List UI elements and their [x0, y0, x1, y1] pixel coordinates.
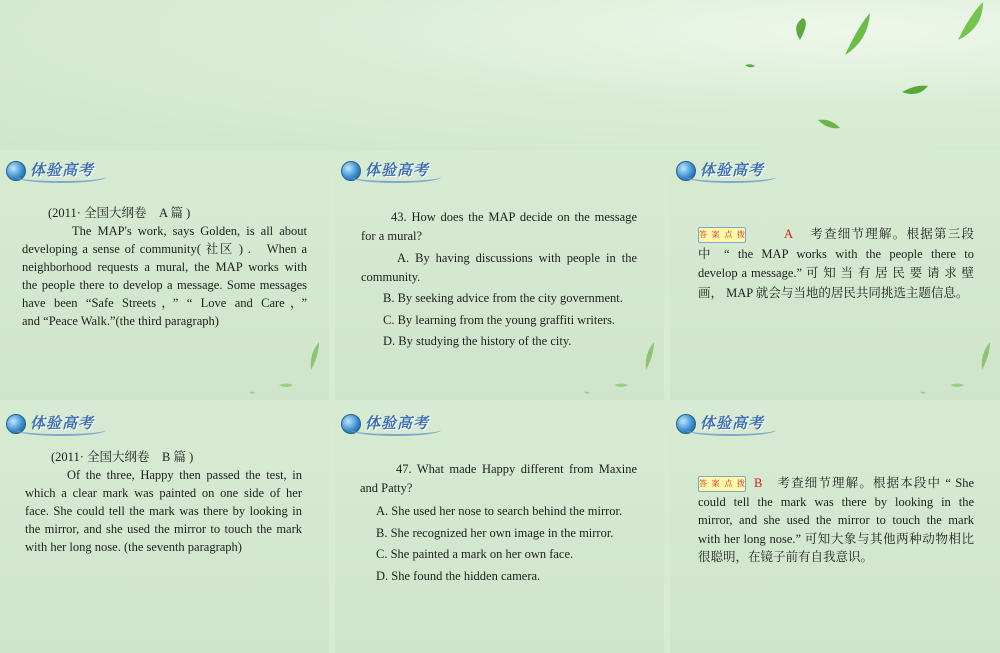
- option-a-line: A. By having discussions with people in the: [397, 251, 637, 265]
- option-b: B. By seeking advice from the city government.: [383, 291, 623, 305]
- leaf-decoration: [890, 330, 1000, 400]
- passage-line: neighborhood requests a mural, the MAP works with: [22, 260, 307, 274]
- exam-logo: [6, 412, 116, 436]
- answer-letter: A: [784, 227, 794, 241]
- passage-source: (2011· 全国大纲卷 B 篇 ): [51, 450, 194, 464]
- question-47-panel: [335, 406, 664, 653]
- explanation-line: 中 “ the MAP works with the people there to: [698, 246, 974, 261]
- question-line: 43. How does the MAP decide on the message: [391, 210, 637, 224]
- logo-text: 体验高考: [700, 414, 765, 432]
- option-a: A. She used her nose to search behind the mirror.: [376, 504, 623, 518]
- leaf-decoration: [219, 330, 329, 400]
- explanation-line: 考查细节理解。根据第三段: [809, 227, 974, 241]
- question-line: for a mural?: [361, 229, 423, 243]
- passage-line: The MAP's work, says Golden, is all about: [72, 224, 307, 238]
- answer-47-panel: [670, 406, 1000, 653]
- option-a-line: community.: [361, 270, 421, 284]
- answer-letter: B: [754, 476, 763, 490]
- passage-line: Of the three, Happy then passed the test, in: [67, 468, 302, 482]
- passage-b-panel: [0, 406, 329, 653]
- explanation-line: 很聪明，在镜子前有自我意识。: [698, 550, 874, 564]
- passage-line: which a clear mark was painted on one side of her: [25, 486, 302, 500]
- option-d: D. By studying the history of the city.: [383, 334, 572, 348]
- explanation-line: with her long nose.” 可知大象与其他两种动物相比: [698, 531, 974, 546]
- explanation-line: could tell the mark was there by looking in the: [698, 494, 974, 509]
- option-d: D. She found the hidden camera.: [376, 568, 541, 583]
- option-c: C. She painted a mark on her own face.: [376, 547, 574, 561]
- passage-line: with her long nose. (the seventh paragraph): [25, 540, 242, 554]
- explanation-line: develop a message.” 可 知 当 有 居 民 要 请 求 壁: [698, 266, 974, 280]
- passage-line: and “Peace Walk.”(the third paragraph): [22, 314, 219, 328]
- logo-text: 体验高考: [30, 161, 95, 179]
- passage-line: the people there to develop a message. Some messages: [22, 278, 307, 292]
- question-43-panel: [335, 153, 664, 400]
- explanation-line: mirror, and she used the mirror to touch the mark: [698, 513, 974, 527]
- explanation-line: 考查细节理解。根据本段中 “ She: [776, 476, 974, 490]
- passage-line: developing a sense of community( 社区 ) . When a: [22, 242, 307, 256]
- exam-logo: [676, 159, 786, 183]
- passage-source: (2011· 全国大纲卷 A 篇 ): [48, 206, 191, 220]
- exam-logo: [6, 159, 116, 183]
- logo-text: 体验高考: [700, 161, 765, 179]
- passage-line: face. She could tell the mark was there by looking in: [25, 504, 302, 518]
- exam-logo: [341, 159, 451, 183]
- option-c: C. By learning from the young graffiti writers.: [383, 312, 616, 327]
- leaves-decoration: [0, 0, 1000, 150]
- explanation-line: 画， MAP 就会与当地的居民共同挑选主题信息。: [698, 285, 969, 300]
- leaf-decoration: [554, 330, 664, 400]
- logo-text: 体验高考: [365, 414, 430, 432]
- logo-text: 体验高考: [30, 414, 95, 432]
- exam-logo: [676, 412, 786, 436]
- question-line: 47. What made Happy different from Maxine: [396, 462, 637, 476]
- answer-badge: 答案点拨: [698, 227, 746, 243]
- logo-text: 体验高考: [365, 161, 430, 179]
- answer-43-panel: [670, 153, 1000, 400]
- answer-badge: 答案点拨: [698, 476, 746, 492]
- option-b: B. She recognized her own image in the mirror.: [376, 525, 614, 540]
- exam-logo: [341, 412, 451, 436]
- question-line: and Patty?: [360, 481, 413, 495]
- passage-line: have been “Safe Streets，” “ Love and Care，”: [22, 296, 307, 310]
- title-banner: [0, 0, 1000, 150]
- passage-a-panel: [0, 153, 329, 400]
- passage-line: the mirror, and she used the mirror to touch the mark: [25, 522, 302, 536]
